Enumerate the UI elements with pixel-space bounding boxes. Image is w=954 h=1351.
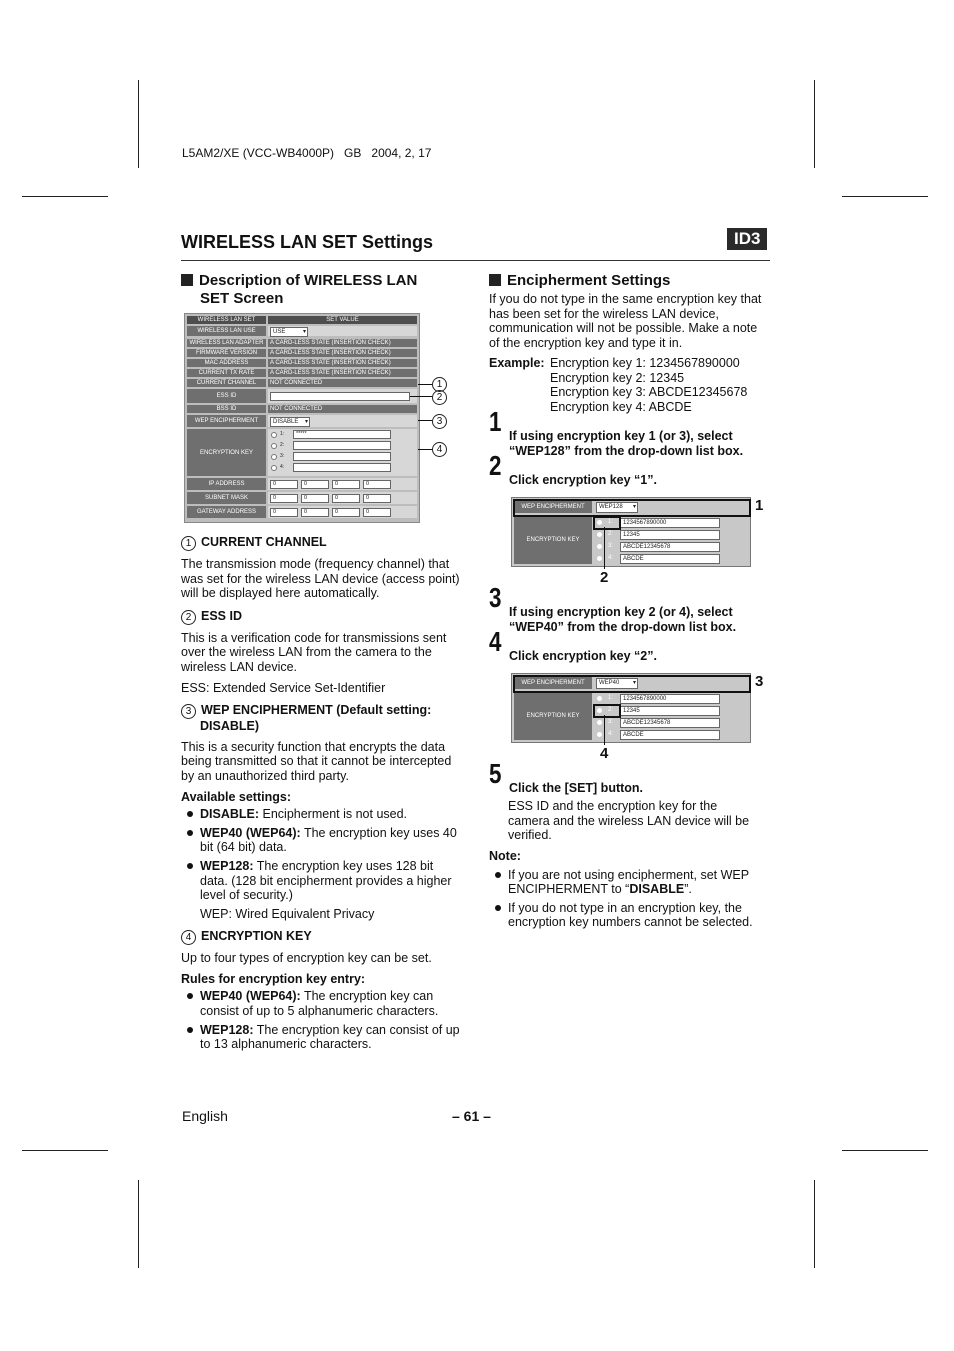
screen-row: CURRENT CHANNEL NOT CONNECTED bbox=[187, 379, 417, 387]
item-1-heading: 1 CURRENT CHANNEL bbox=[181, 535, 463, 551]
crop-mark bbox=[814, 80, 815, 168]
callout-4: 4 bbox=[600, 745, 609, 762]
screen-row: WIRELESS LAN USE USE ▾ bbox=[187, 326, 417, 336]
square-bullet-icon bbox=[181, 274, 193, 286]
ess-id-input[interactable] bbox=[270, 392, 410, 401]
crop-mark bbox=[22, 196, 108, 197]
screen-row: SUBNET MASK 0 0 0 0 bbox=[187, 492, 417, 504]
callout-2: 2 bbox=[432, 389, 452, 405]
key-input[interactable]: 12345 bbox=[620, 706, 720, 716]
gateway-octet-input[interactable]: 0 bbox=[301, 508, 329, 517]
key-radio[interactable] bbox=[597, 732, 602, 737]
callout-3: 3 bbox=[432, 413, 452, 429]
screen-row: WIRELESS LAN ADAPTER A CARD-LESS STATE (INSERTION CHECK) bbox=[187, 339, 417, 347]
callout-1: 1 bbox=[755, 497, 764, 514]
item-2-text: This is a verification code for transmissions sent over the wireless LAN from the camera to the wireless LAN device. bbox=[181, 630, 447, 674]
wep-select[interactable]: WEP128 ▾ bbox=[596, 502, 638, 513]
mask-octet-input[interactable]: 0 bbox=[363, 494, 391, 503]
note-item: If you do not type in an encryption key, the encryption key numbers cannot be selected. bbox=[489, 901, 767, 930]
callout-line bbox=[418, 420, 432, 421]
gateway-octet-input[interactable]: 0 bbox=[332, 508, 360, 517]
key-input[interactable]: ***** bbox=[293, 430, 391, 439]
screen-header-row: WIRELESS LAN SET SET VALUE bbox=[187, 316, 417, 324]
key-radio[interactable] bbox=[597, 696, 602, 701]
key-input[interactable]: 12345 bbox=[620, 530, 720, 540]
callout-3: 3 bbox=[755, 673, 764, 690]
highlight-frame bbox=[593, 704, 621, 718]
rules-title: Rules for encryption key entry: bbox=[181, 971, 366, 986]
footer-language: English bbox=[182, 1108, 228, 1124]
key-input[interactable]: ABCDE12345678 bbox=[620, 718, 720, 728]
ip-octet-input[interactable]: 0 bbox=[363, 480, 391, 489]
ip-octet-input[interactable]: 0 bbox=[301, 480, 329, 489]
step-3: 3 If using encryption key 2 (or 4), select “WEP40” from the drop-down list box. bbox=[489, 582, 737, 634]
section-title-description: Description of WIRELESS LAN SET Screen bbox=[181, 272, 461, 308]
screen-row: ESS ID bbox=[187, 389, 417, 403]
item-3-heading: 3 WEP ENCIPHERMENT (Default setting: DISABLE) bbox=[181, 703, 463, 734]
left-column-text bbox=[181, 535, 463, 1056]
list-item: WEP128: The encryption key can consist of up to 13 alphanumeric characters. bbox=[181, 1023, 463, 1052]
callout-4: 4 bbox=[432, 441, 452, 457]
callout-line bbox=[410, 396, 432, 397]
section-badge: ID3 bbox=[727, 228, 767, 250]
screen-row: BSS ID NOT CONNECTED bbox=[187, 405, 417, 413]
callout-line bbox=[418, 384, 432, 385]
wireless-lan-set-screen bbox=[184, 313, 420, 523]
ip-octet-input[interactable]: 0 bbox=[270, 480, 298, 489]
key-input[interactable]: ABCDE bbox=[620, 554, 720, 564]
key-radio[interactable] bbox=[271, 454, 277, 460]
step-4: 4 Click encryption key “2”. bbox=[489, 626, 657, 663]
highlight-frame bbox=[513, 499, 751, 517]
key-radio[interactable] bbox=[271, 443, 277, 449]
key-radio[interactable] bbox=[271, 465, 277, 471]
item-4-text: Up to four types of encryption key can be set. bbox=[181, 951, 432, 966]
key-input[interactable] bbox=[293, 441, 391, 450]
callout-line bbox=[604, 715, 605, 745]
screen-row: CURRENT TX RATE A CARD-LESS STATE (INSERTION CHECK) bbox=[187, 369, 417, 377]
callout-line bbox=[418, 449, 432, 450]
item-1-text: The transmission mode (frequency channel) that was set for the wireless LAN device (access point) will be displayed here automatically. bbox=[181, 557, 460, 601]
step-1: 1 If using encryption key 1 (or 3), select “WEP128” from the drop-down list box. bbox=[489, 406, 744, 458]
item-3-text: This is a security function that encrypts the data being transmitted so that it cannot be intercepted by an unauthorized third party. bbox=[181, 739, 452, 783]
highlight-frame bbox=[593, 516, 621, 530]
key-input[interactable] bbox=[293, 463, 391, 472]
gateway-octet-input[interactable]: 0 bbox=[270, 508, 298, 517]
wep-encipherment-select[interactable]: DISABLE ▾ bbox=[270, 417, 310, 427]
item-2-note: ESS: Extended Service Set-Identifier bbox=[181, 680, 386, 695]
callout-1: 1 bbox=[432, 376, 452, 392]
title-rule bbox=[181, 260, 770, 261]
page-title: WIRELESS LAN SET Settings bbox=[181, 232, 434, 252]
wireless-lan-use-select[interactable]: USE ▾ bbox=[270, 327, 308, 337]
section-title-encipherment: Encipherment Settings bbox=[489, 272, 769, 290]
key-input[interactable]: ABCDE12345678 bbox=[620, 542, 720, 552]
screen-row: WEP ENCIPHERMENT DISABLE ▾ bbox=[187, 415, 417, 427]
crop-mark bbox=[138, 80, 139, 168]
list-item: WEP40 (WEP64): The encryption key uses 40 bit (64 bit) data. bbox=[181, 826, 463, 855]
crop-mark bbox=[814, 1180, 815, 1268]
key-input[interactable] bbox=[293, 452, 391, 461]
example-block: Example: Encryption key 1: 1234567890000 Encryption key 2: 12345 Encryption key 3: ABCDE12345678 Encryption key 4: ABCDE bbox=[489, 356, 748, 414]
wep-note: WEP: Wired Equivalent Privacy bbox=[200, 906, 375, 921]
list-item: DISABLE: Encipherment is not used. bbox=[181, 807, 463, 822]
gateway-octet-input[interactable]: 0 bbox=[363, 508, 391, 517]
mask-octet-input[interactable]: 0 bbox=[270, 494, 298, 503]
ip-octet-input[interactable]: 0 bbox=[332, 480, 360, 489]
crop-mark bbox=[138, 1180, 139, 1268]
wep-select[interactable]: WEP40 ▾ bbox=[596, 678, 638, 689]
note-item: If you are not using encipherment, set WEP ENCIPHERMENT to “DISABLE”. bbox=[489, 868, 767, 897]
crop-mark bbox=[842, 196, 928, 197]
screen-row: FIRMWARE VERSION A CARD-LESS STATE (INSERTION CHECK) bbox=[187, 349, 417, 357]
key-radio[interactable] bbox=[597, 544, 602, 549]
screen-row: IP ADDRESS 0 0 0 0 bbox=[187, 478, 417, 490]
screen-row: MAC ADDRESS A CARD-LESS STATE (INSERTION CHECK) bbox=[187, 359, 417, 367]
list-item: WEP128: The encryption key uses 128 bit data. (128 bit encipherment provides a higher level of security.) bbox=[181, 859, 463, 903]
step-5-body: ESS ID and the encryption key for the camera and the wireless LAN device will be verified. bbox=[508, 799, 750, 843]
screen-row: GATEWAY ADDRESS 0 0 0 0 bbox=[187, 506, 417, 518]
key-radio[interactable] bbox=[597, 720, 602, 725]
key-input[interactable]: 1234567890000 bbox=[620, 518, 720, 528]
list-item: WEP40 (WEP64): The encryption key can consist of up to 5 alphanumeric characters. bbox=[181, 989, 463, 1018]
callout-2: 2 bbox=[600, 569, 609, 586]
available-settings-title: Available settings: bbox=[181, 789, 291, 804]
step-5: 5 Click the [SET] button. bbox=[489, 758, 644, 795]
intro-text: If you do not type in the same encryption key that has been set for the wireless LAN device, communication will not be possible. Make a note of the encryption key and type it in. bbox=[489, 292, 762, 350]
key-input[interactable]: ABCDE bbox=[620, 730, 720, 740]
square-bullet-icon bbox=[489, 274, 501, 286]
crop-mark bbox=[22, 1150, 108, 1151]
step-2: 2 Click encryption key “1”. bbox=[489, 450, 657, 487]
header-code: L5AM2/XE (VCC-WB4000P) GB 2004, 2, 17 bbox=[182, 146, 432, 160]
callout-line bbox=[604, 527, 605, 569]
mask-octet-input[interactable]: 0 bbox=[332, 494, 360, 503]
notes bbox=[489, 849, 767, 934]
crop-mark bbox=[842, 1150, 928, 1151]
figure-wep40: WEP ENCIPHERMENT WEP40 ▾ ENCRYPTION KEY 1: 1234567890000 2: 12345 3: ABCDE12345678 4: ABCDE bbox=[511, 673, 751, 743]
screen-row: ENCRYPTION KEY 1: ***** 2: 3: 4: bbox=[187, 429, 417, 476]
note-title: Note: bbox=[489, 849, 521, 863]
item-2-heading: 2 ESS ID bbox=[181, 609, 463, 625]
key-radio[interactable] bbox=[271, 432, 277, 438]
highlight-frame bbox=[513, 675, 751, 693]
key-radio[interactable] bbox=[597, 532, 602, 537]
key-radio[interactable] bbox=[597, 556, 602, 561]
key-input[interactable]: 1234567890000 bbox=[620, 694, 720, 704]
figure-wep128: WEP ENCIPHERMENT WEP128 ▾ ENCRYPTION KEY 1: 1234567890000 2: 12345 3: ABCDE12345678 4: ABCDE bbox=[511, 497, 751, 567]
item-4-heading: 4 ENCRYPTION KEY bbox=[181, 929, 463, 945]
mask-octet-input[interactable]: 0 bbox=[301, 494, 329, 503]
page-number: – 61 – bbox=[452, 1108, 491, 1124]
